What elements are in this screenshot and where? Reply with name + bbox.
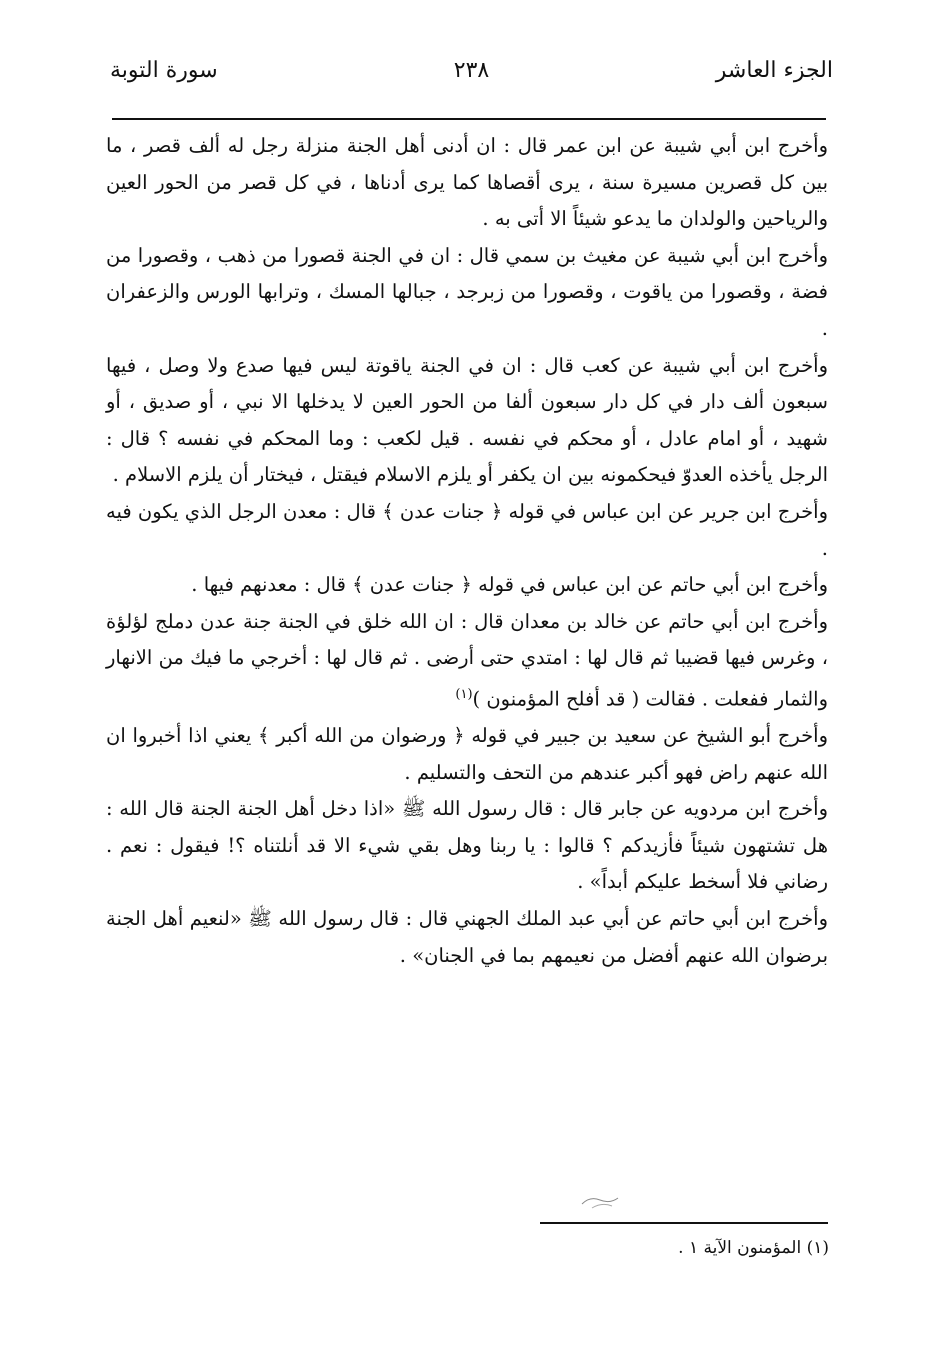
paragraph-4: وأخرج ابن جرير عن ابن عباس في قوله ﴿ جنات عدن ﴾ قال : معدن الرجل الذي يكون فيه .	[106, 499, 828, 560]
footnote-separator	[540, 1222, 828, 1224]
paragraph-6	[106, 604, 828, 718]
paragraph-7: وأخرج أبو الشيخ عن سعيد بن جبير في قوله ﴿ ورضوان من الله أكبر ﴾ يعني اذا أخبروا ان الله عنهم راض فهو أكبر عندهم من التحف والتسليم .	[106, 724, 828, 784]
paragraph-6-text: وأخرج ابن أبي حاتم عن خالد بن معدان قال : ان الله خلق في الجنة جنة عدن دملج لؤلؤة ، وغرس فيها قضيبا ثم قال لها : امتدي حتى أرضى . ثم قال لها : أخرجي ما فيك من الانهار والثمار ففعلت . فقالت ( قد أفلح المؤمنون )	[106, 609, 828, 711]
footnote: (١) المؤمنون الآية ١ .	[678, 1238, 829, 1258]
paragraph-1: وأخرج ابن أبي شيبة عن ابن عمر قال : ان أدنى أهل الجنة منزلة رجل له ألف قصر ، ما بين كل قصرين مسيرة سنة ، يرى أقصاها كما يرى أدناها ، في كل قصر من الحور العين والرياحين والولدان ما يدعو شيئاً الا أتى به .	[106, 134, 828, 231]
paragraph-5: وأخرج ابن أبي حاتم عن ابن عباس في قوله ﴿ جنات عدن ﴾ قال : معدنهم فيها .	[191, 573, 828, 597]
header-rule	[112, 118, 826, 120]
main-text	[106, 128, 828, 974]
footnote-reference: (١)	[455, 686, 473, 702]
paragraph-8: وأخرج ابن مردويه عن جابر قال : قال رسول الله ﷺ «اذا دخل أهل الجنة الجنة قال الله : هل تشتهون شيئاً فأزيدكم ؟ قالوا : يا ربنا وهل بقي شيء الا قد أنلتناه ؟! فيقول : نعم . رضاني فلا أسخط عليكم أبداً» .	[106, 797, 828, 894]
paragraph-3: وأخرج ابن أبي شيبة عن كعب قال : ان في الجنة ياقوتة ليس فيها صدع ولا وصل ، فيها سبعون ألف دار في كل دار سبعون ألفا من الحور العين لا يدخلها الا نبي ، أو صديق ، أو شهيد ، أو امام عادل ، أو محكم في نفسه . قيل لكعب : وما المحكم في نفسه ؟ قال : الرجل يأخذه العدوّ فيحكمونه بين ان يكفر أو يلزم الاسلام فيقتل ، فيختار أن يلزم الاسلام .	[106, 353, 828, 487]
page-header	[110, 58, 833, 98]
paragraph-9: وأخرج ابن أبي حاتم عن أبي عبد الملك الجهني قال : قال رسول الله ﷺ «لنعيم أهل الجنة برضوان الله عنهم أفضل من نعيمهم بما في الجنان» .	[106, 906, 828, 967]
surah-title: سورة التوبة	[110, 58, 218, 83]
page-number: ٢٣٨	[453, 58, 490, 83]
paragraph-2: وأخرج ابن أبي شيبة عن مغيث بن سمي قال : ان في الجنة قصورا من ذهب ، وقصورا من فضة ، وقصورا من ياقوت ، وقصورا من زبرجد ، جبالها المسك ، وترابها الورس والزعفران .	[106, 243, 828, 340]
scan-smudge-mark	[578, 1190, 634, 1210]
volume-title: الجزء العاشر	[715, 58, 833, 83]
